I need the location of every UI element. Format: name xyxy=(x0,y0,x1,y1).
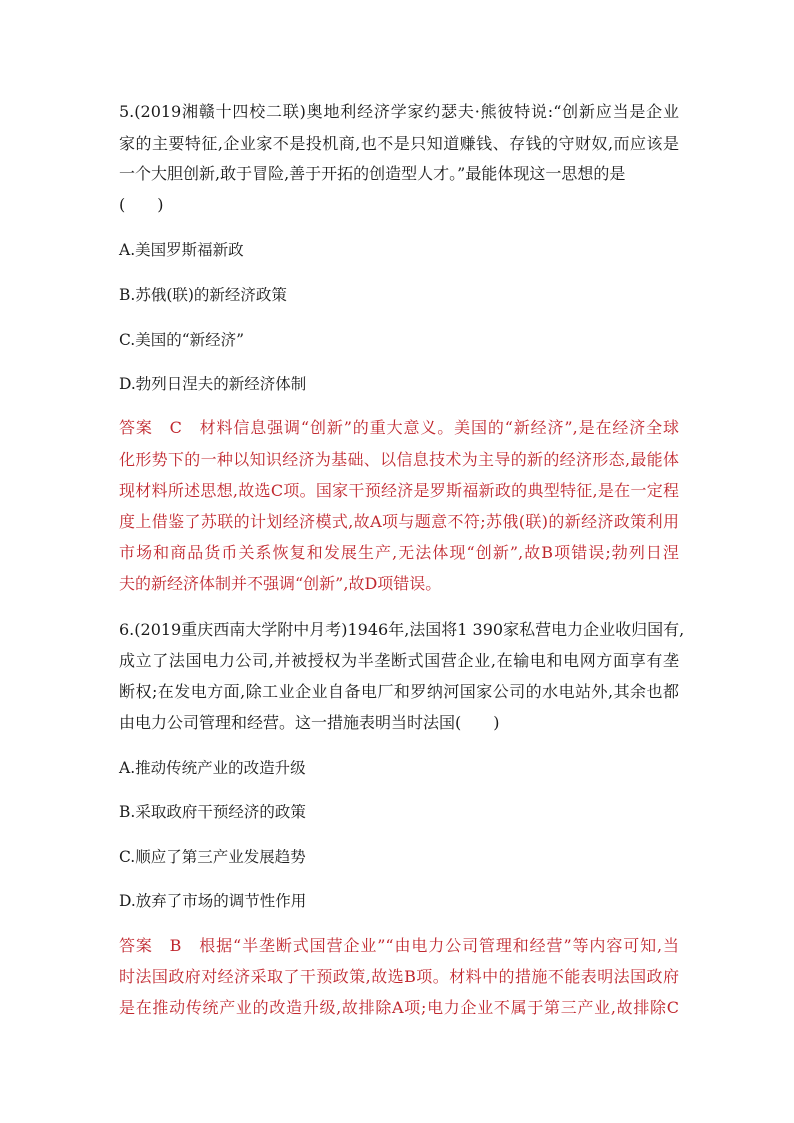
q6-answer-line-3: 是在推动传统产业的改造升级,故排除A项;电力企业不属于第三产业,故排除C xyxy=(119,998,679,1017)
q6-option-c: C.顺应了第三产业发展趋势 xyxy=(119,848,306,866)
q5-answer-line-5: 市场和商品货币关系恢复和发展生产,无法体现“创新”,故B项错误;勃列日涅 xyxy=(119,543,679,562)
q6-stem-line-3: 断权;在发电方面,除工业企业自备电厂和罗纳河国家公司的水电站外,其余也都 xyxy=(119,682,679,701)
q6-option-a: A.推动传统产业的改造升级 xyxy=(119,759,306,777)
q5-answer-line-2: 化形势下的一种以知识经济为基础、以信息技术为主导的新的经济形态,最能体 xyxy=(119,450,679,469)
q5-stem-line-2: 家的主要特征,企业家不是投机商,也不是只知道赚钱、存钱的守财奴,而应该是 xyxy=(119,134,679,153)
q5-answer-line-4: 度上借鉴了苏联的计划经济模式,故A项与题意不符;苏俄(联)的新经济政策利用 xyxy=(119,512,679,531)
q6-answer-line-1: 答案 B 根据“半垄断式国营企业”“由电力公司管理和经营”等内容可知,当 xyxy=(119,936,679,955)
q6-answer-line-2: 时法国政府对经济采取了干预政策,故选B项。材料中的措施不能表明法国政府 xyxy=(119,967,679,986)
q5-answer-blank: ( ) xyxy=(119,195,164,214)
q6-stem-line-2: 成立了法国电力公司,并被授权为半垄断式国营企业,在输电和电网方面享有垄 xyxy=(119,651,679,670)
q5-option-a: A.美国罗斯福新政 xyxy=(119,241,244,259)
q6-option-b: B.采取政府干预经济的政策 xyxy=(119,803,306,821)
q5-answer-line-1: 答案 C 材料信息强调“创新”的重大意义。美国的“新经济”,是在经济全球 xyxy=(119,418,679,437)
q6-option-d: D.放弃了市场的调节性作用 xyxy=(119,892,307,910)
q5-answer-line-6: 夫的新经济体制并不强调“创新”,故D项错误。 xyxy=(119,574,442,593)
q6-stem-line-4: 由电力公司管理和经营。这一措施表明当时法国( ) xyxy=(119,713,500,732)
q5-option-b: B.苏俄(联)的新经济政策 xyxy=(119,286,287,304)
q5-stem-line-3: 一个大胆创新,敢于冒险,善于开拓的创造型人才。”最能体现这一思想的是 xyxy=(119,164,626,183)
q5-answer-line-3: 现材料所述思想,故选C项。国家干预经济是罗斯福新政的典型特征,是在一定程 xyxy=(119,481,679,500)
q6-stem-line-1: 6.(2019重庆西南大学附中月考)1946年,法国将1 390家私营电力企业收归国有, xyxy=(119,620,685,639)
q5-option-c: C.美国的“新经济” xyxy=(119,331,245,349)
q5-stem-line-1: 5.(2019湘赣十四校二联)奥地利经济学家约瑟夫·熊彼特说:“创新应当是企业 xyxy=(119,102,679,121)
q5-option-d: D.勃列日涅夫的新经济体制 xyxy=(119,375,307,393)
